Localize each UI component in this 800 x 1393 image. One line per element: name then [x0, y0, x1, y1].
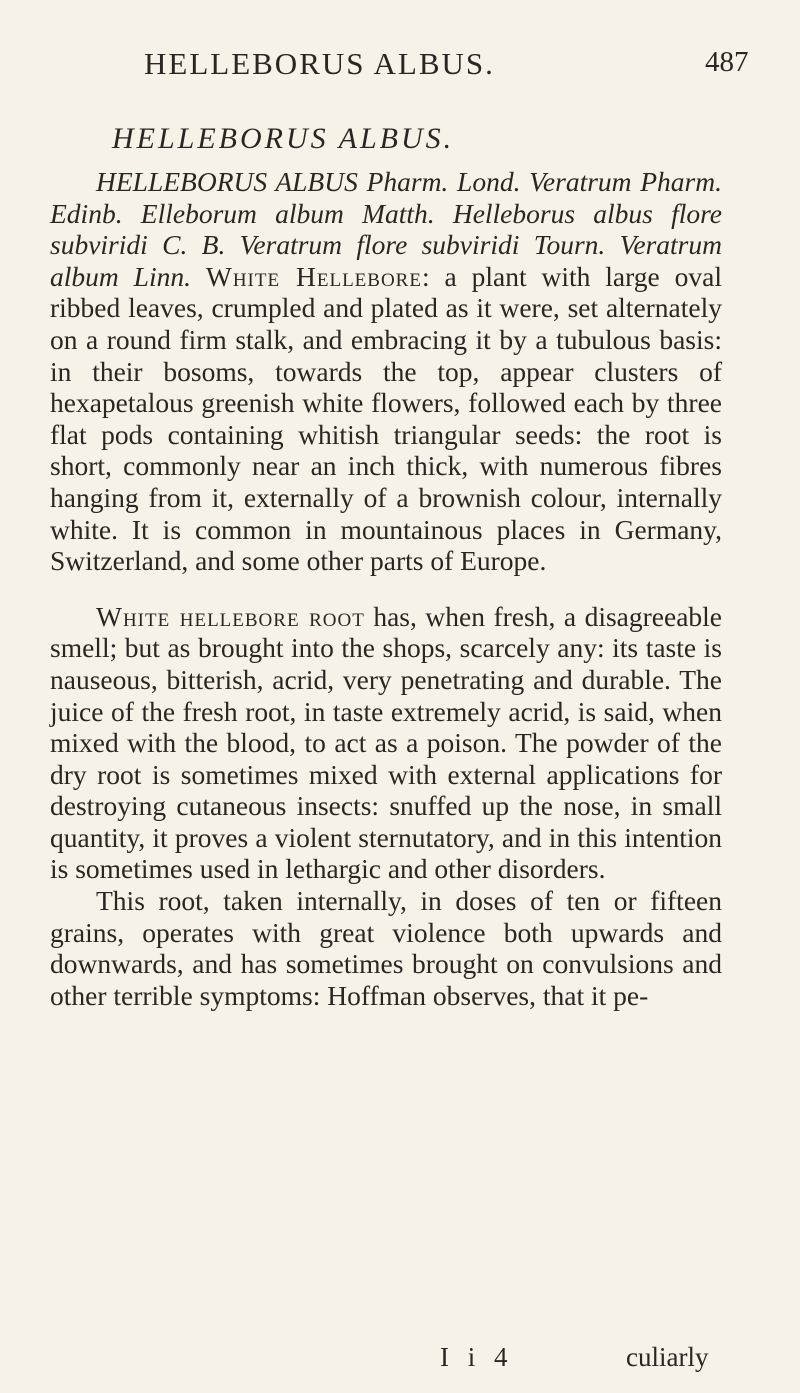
properties-text: has, when fresh, a disagreeable smell; but as brought into the shops, scarcely any: its taste is nauseous, bitterish, acrid, very penetrating and durable. The juice of the fresh root, in taste extremely acrid, is said, when mixed with the blood, to act as a poison. The powder of the dry root is sometimes mixed with external applications for destroying cutaneous insects: snuffed up the nose, in small quantity, it proves a violent sternutatory, and in this intention is sometimes used in lethargic and other disorders. — [50, 600, 722, 885]
body-text — [50, 166, 722, 1011]
plant-common-name: White Hellebore — [205, 260, 422, 292]
internal-use-text: This root, taken internally, in doses of ten or fifteen grains, operates with great violence both upwards and downwards, and has sometimes brought on convulsions and other terrible symptoms: Hoffman observes, that it pe- — [50, 885, 722, 1011]
paragraph-synonyms-description — [50, 166, 722, 577]
paragraph-properties — [50, 601, 722, 885]
running-title: HELLEBORUS ALBUS. — [144, 46, 495, 81]
signature-mark: I i 4 — [440, 1342, 514, 1372]
running-head — [0, 46, 800, 86]
catchword: culiarly — [626, 1342, 709, 1372]
page-number: 487 — [705, 46, 749, 78]
synonyms-text: HELLEBORUS ALBUS Pharm. Lond. Veratrum Pharm. Edinb. Elleborum album Matth. Helleborus albus flore subviridi C. B. Veratrum flore subviridi Tourn. Veratrum album Linn. — [50, 166, 722, 292]
page-footer — [0, 1342, 800, 1376]
paragraph-internal-use — [50, 885, 722, 1011]
plant-description: : a plant with large oval ribbed leaves, crumpled and plated as it were, set alternately on a round firm stalk, and embracing it by a tubulous basis: in their bosoms, towards the top, appear clusters of hexapetalous greenish white flowers, followed each by three flat pods containing whitish triangular seeds: the root is short, commonly near an inch thick, with numerous fibres hanging from it, externally of a brownish colour, internally white. It is common in mountainous places in Germany, Switzerland, and some other parts of Europe. — [50, 260, 722, 577]
root-lead: White hellebore root — [96, 600, 365, 632]
section-title: HELLEBORUS ALBUS. — [112, 122, 455, 155]
